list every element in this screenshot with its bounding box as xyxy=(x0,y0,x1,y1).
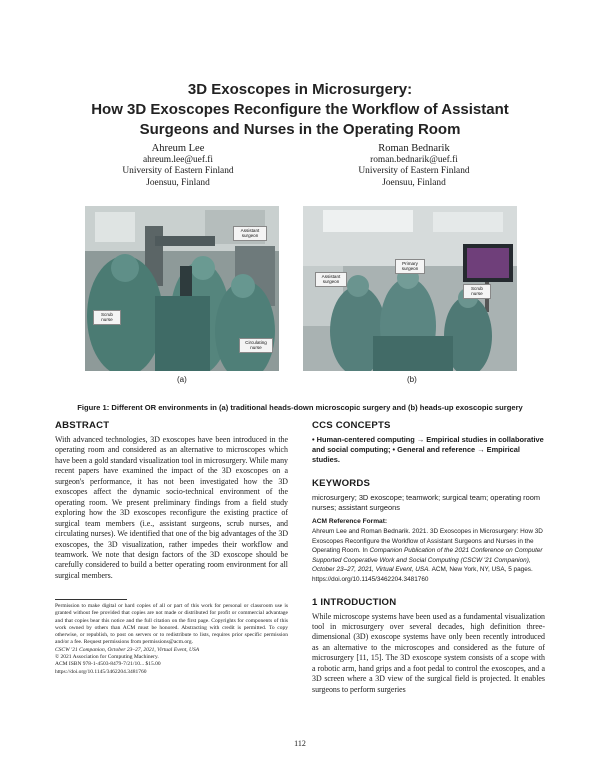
label-circulating-nurse: Circulating nurse xyxy=(239,338,273,353)
subfigure-label-a: (a) xyxy=(177,375,187,384)
author-affiliation: University of Eastern Finland xyxy=(122,166,234,177)
title-line-2: How 3D Exoscopes Reconfigure the Workflow of Assistant xyxy=(91,101,509,118)
permission-block xyxy=(55,603,288,676)
introduction-heading: 1 INTRODUCTION xyxy=(312,596,397,608)
keywords-heading: KEYWORDS xyxy=(312,477,371,489)
author-email: roman.bednarik@uef.fi xyxy=(370,154,458,165)
permission-copyright: © 2021 Association for Computing Machinery. xyxy=(55,654,159,661)
photo-microscopic-surgery xyxy=(85,206,279,371)
footnote-rule xyxy=(55,599,127,600)
author-email: ahreum.lee@uef.fi xyxy=(142,154,214,165)
title-line-3: Surgeons and Nurses in the Operating Room xyxy=(139,121,461,138)
page-number: 112 xyxy=(294,739,306,748)
reference-format-heading: ACM Reference Format: xyxy=(312,518,388,526)
permission-text: Permission to make digital or hard copies of all or part of this work for personal or classroom use is granted without fee provided that copies are not made or distributed for profit or commercial advantage and that copies bear this notice and the full citation on the first page. Copyrights for components of this work owned by others than ACM must be honored. Abstracting with credit is permitted. To copy otherwise, or republish, to post on servers or to redistribute to lists, requires prior specific permission and/or a fee. Request permissions from permissions@acm.org. xyxy=(55,603,288,646)
ccs-text: • Human-centered computing → Empirical studies in collaborative and social computing; • General and reference → Empirical studies. xyxy=(312,435,544,465)
right-column xyxy=(312,420,545,695)
permission-doi: https://doi.org/10.1145/3462204.3481760 xyxy=(55,668,147,675)
permission-venue: CSCW '21 Companion, October 23–27, 2021, Virtual Event, USA xyxy=(55,646,200,653)
abstract-text: With advanced technologies, 3D exoscopes have been introduced in the operating room and considered as an alternative to microscopes which have been a gold standard visualization tool in microsurgery. While many recent papers have examined the impact of the 3D exoscopes on a surgeon's performance, it has not been investigated how the 3D exoscopes affect the dynamic socio-technical environment of the operating room. We present preliminary findings from a field study exploring how the 3D exoscopes reconfigure the existing practice of surgical team members (i.e., assistant surgeons, scrub nurses, and circulating nurses). We identified that one of the big advantages of the 3D exoscopes, the 3D visualization, rather impedes their workflow and teamwork. We note that design factors of the 3D exoscope should be carefully considered to build a better operating room environment for all surgical members. xyxy=(55,435,289,580)
left-column xyxy=(55,420,288,581)
label-assistant-surgeon: Assistant surgeon xyxy=(315,272,347,287)
author-location: Joensuu, Finland xyxy=(382,177,446,188)
title-line-1: 3D Exoscopes in Microsurgery: xyxy=(187,81,413,98)
author-name: Roman Bednarik xyxy=(378,143,450,154)
ccs-heading: CCS CONCEPTS xyxy=(312,420,391,431)
figure-caption: Figure 1: Different OR environments in (a) traditional heads-down microscopic surgery and (b) heads-up exoscopic surgery xyxy=(77,403,523,412)
subfigure-label-b: (b) xyxy=(407,375,417,384)
label-primary-surgeon: Primary surgeon xyxy=(395,259,425,274)
reference-format-text: Ahreum Lee and Roman Bednarik. 2021. 3D Exoscopes in Microsurgery: How 3D Exoscopes Reconfigure the Workflow of Assistant Surgeons and Nurses in the Operating Room. In Companion Publication of the 2021 Conference on Computer Supported Cooperative Work and Social Computing (CSCW '21 Companion), October 23–27, 2021, Virtual Event, USA. ACM, New York, NY, USA, 5 pages. https://doi.org/10.1145/3462204.3481760 xyxy=(312,528,543,583)
photo-exoscopic-surgery xyxy=(303,206,517,371)
author-name: Ahreum Lee xyxy=(151,143,205,154)
permission-isbn: ACM ISBN 978-1-4503-8479-7/21/10... $15.00 xyxy=(55,661,161,668)
introduction-text: While microscope systems have been used as a fundamental visualization tool in microsurgery over several decades, high definition three-dimensional (3D) exoscope systems have only been recently introduced as an alternative to the microscopes and considered as the future of microsurgery [11, 15]. The 3D exoscope system consists of a scope with a robotic arm, hand grips and a foot pedal to control the exoscopes, and a 3D screen where a 3D view of the surgical field is projected. It enables surgeons to perform surgeries xyxy=(312,611,545,694)
author-location: Joensuu, Finland xyxy=(146,177,210,188)
label-scrub-nurse: Scrub nurse xyxy=(463,284,491,299)
label-scrub-nurse: Scrub nurse xyxy=(93,310,121,325)
keywords-text: microsurgery; 3D exoscope; teamwork; surgical team; operating room nurses; assistant surgeons xyxy=(312,492,540,512)
label-assistant-surgeon: Assistant surgeon xyxy=(233,226,267,241)
paper-title xyxy=(60,80,540,140)
abstract-heading: ABSTRACT xyxy=(55,420,110,431)
author-affiliation: University of Eastern Finland xyxy=(358,166,470,177)
author-block-lee xyxy=(93,143,263,189)
author-block-bednarik xyxy=(329,143,499,189)
